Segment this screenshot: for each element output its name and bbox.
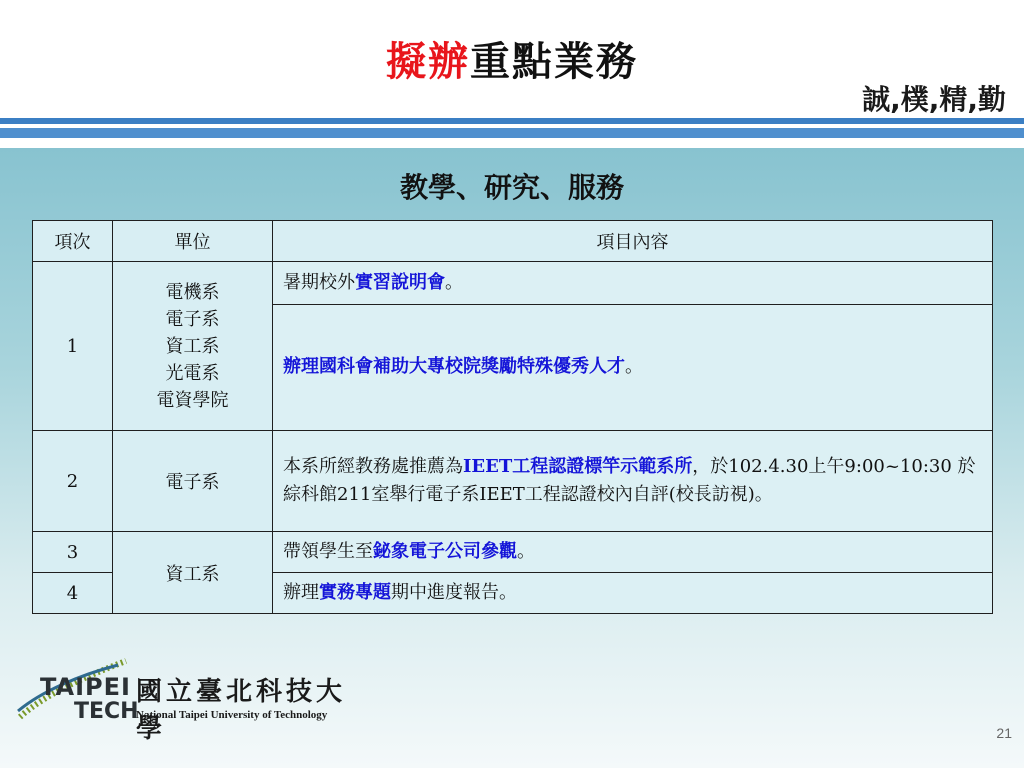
stripe-top	[0, 118, 1024, 124]
logo-brand-line2: TECH	[74, 699, 139, 724]
content-text: 暑期校外	[283, 271, 355, 293]
row-content	[273, 304, 993, 430]
row-number: 2	[33, 431, 113, 532]
table-row	[33, 431, 993, 532]
content-text: ，於102.4.30上午9:00~10:30 於綜科館211室舉行電子系IEET工程認證校內自評(校長訪視)。	[283, 456, 976, 505]
row-content	[273, 573, 993, 614]
row-number: 3	[33, 532, 113, 573]
content-text: 期中進度報告。	[391, 582, 517, 604]
row-content	[273, 431, 993, 532]
header-unit: 單位	[113, 221, 273, 262]
content-text: 。	[625, 356, 643, 378]
unit-line: 電子系	[165, 308, 220, 330]
university-logo	[14, 655, 354, 744]
row-unit: 電子系	[113, 431, 273, 532]
unit-line: 光電系	[165, 362, 220, 384]
logo-brand-line1: TAIPEI	[40, 673, 131, 701]
header-content: 項目內容	[273, 221, 993, 262]
content-emphasis: 鉍象電子公司參觀	[373, 541, 517, 563]
unit-line: 電機系	[165, 281, 220, 303]
content-text: 帶領學生至	[283, 541, 373, 563]
table-row	[33, 532, 993, 573]
row-number: 1	[33, 262, 113, 431]
table-header-row	[33, 221, 993, 262]
content-text: 。	[517, 541, 535, 563]
content-emphasis: IEET工程認證標竿示範系所	[463, 456, 693, 478]
unit-line: 資工系	[165, 335, 220, 357]
stripe-bottom	[0, 128, 1024, 138]
unit-line: 電資學院	[156, 389, 229, 411]
content-emphasis: 實務專題	[319, 582, 391, 604]
school-motto: 誠,樸,精,勤	[862, 83, 1006, 116]
title-rest: 重點業務	[470, 38, 638, 85]
row-content	[273, 262, 993, 305]
content-text: 辦理	[283, 582, 319, 604]
content-emphasis: 實習說明會	[355, 271, 445, 293]
table-row	[33, 262, 993, 305]
logo-chinese-name: 國立臺北科技大學	[136, 677, 347, 744]
logo-english-name: National Taipei University of Technology	[136, 709, 328, 721]
header-stripes	[0, 118, 1024, 148]
slide-subtitle: 教學、研究、服務	[399, 171, 624, 204]
tasks-table	[32, 220, 993, 614]
row-unit: 資工系	[113, 532, 273, 614]
content-text: 。	[445, 271, 463, 293]
row-content	[273, 532, 993, 573]
page-number: 21	[996, 725, 1012, 741]
row-number: 4	[33, 573, 113, 614]
row-unit	[113, 262, 273, 431]
content-text: 本系所經教務處推薦為	[283, 456, 463, 478]
title-highlight: 擬辦	[386, 38, 470, 85]
content-emphasis: 辦理國科會補助大專校院獎勵特殊優秀人才	[283, 356, 625, 378]
header-no: 項次	[33, 221, 113, 262]
